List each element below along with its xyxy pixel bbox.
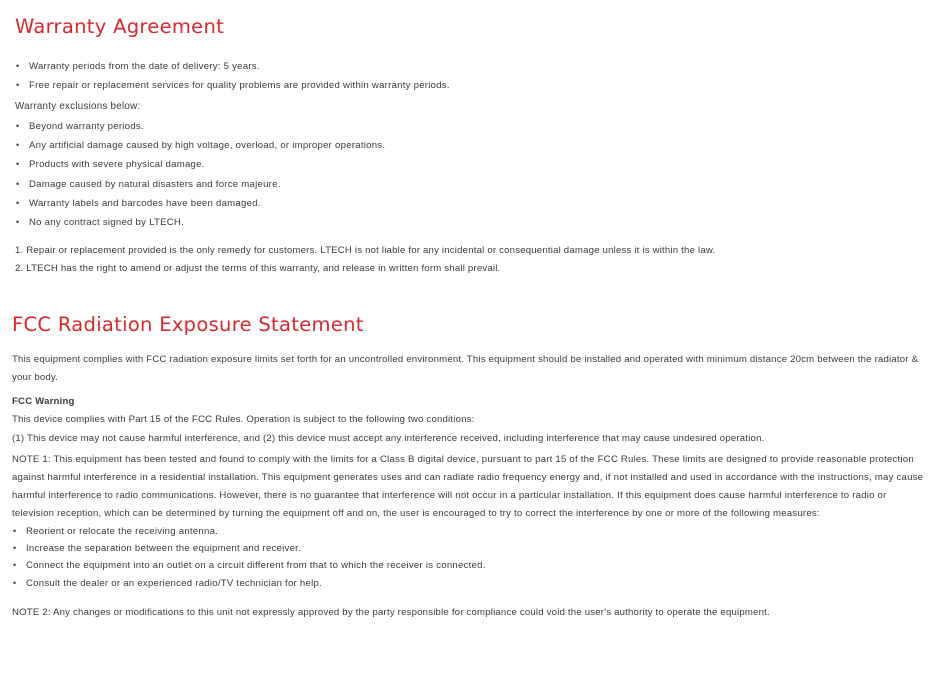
fcc-section [12,312,927,622]
bullet-icon: • [16,159,20,170]
bullet-icon: • [16,197,20,208]
bullet-icon: • [13,526,17,536]
bullet-icon: • [13,543,17,554]
fcc-warning-conditions: (1) This device may not cause harmful interference, and (2) this device must accept any interference received, including interference that may cause undesired operation. [12,433,765,444]
fcc-note2: NOTE 2: Any changes or modifications to this unit not expressly approved by the party responsible for compliance could void the user's authority to operate the equipment. [12,606,770,618]
warranty-terms-list [15,57,925,95]
list-item [15,117,925,136]
fcc-warning-heading: FCC Warning [12,396,75,407]
list-item-text: Products with severe physical damage. [29,159,205,171]
warranty-exclusions-list [15,117,925,232]
list-item-text: No any contract signed by LTECH. [29,216,184,228]
warranty-notes-list [15,242,925,278]
bullet-icon: • [13,577,17,588]
list-item-text: Free repair or replacement services for quality problems are provided within warranty periods. [29,80,450,91]
bullet-icon: • [13,560,17,571]
bullet-icon: • [16,61,20,71]
fcc-warning-line: This device complies with Part 15 of the FCC Rules. Operation is subject to the following two conditions: [12,414,475,425]
list-item [15,155,925,174]
exclusions-label: Warranty exclusions below: [15,101,141,112]
list-item-text: Consult the dealer or an experienced radio/TV technician for help. [26,577,322,589]
list-item [12,557,927,574]
list-item-text: Increase the separation between the equipment and receiver. [26,543,302,555]
bullet-icon: • [16,178,20,189]
warranty-title: Warranty Agreement [15,15,225,38]
list-item-text: Any artificial damage caused by high voltage, overload, or improper operations. [29,140,386,152]
warranty-section [15,14,925,278]
list-item [12,523,927,540]
list-item [15,76,925,95]
bullet-icon: • [16,80,20,90]
list-item-text: Connect the equipment into an outlet on a circuit different from that to which the receiver is connected. [26,560,486,572]
fcc-intro-paragraph: This equipment complies with FCC radiation exposure limits set forth for an uncontrolled environment. This equipment should be installed and operated with minimum distance 20cm between the radiator & your body. [12,354,919,383]
numbered-note: 1. Repair or replacement provided is the only remedy for customers. LTECH is not liable for any incidental or consequential damage unless it is within the law. [15,245,716,257]
list-item [15,175,925,194]
numbered-note: 2. LTECH has the right to amend or adjust the terms of this warranty, and release in written form shall prevail. [15,263,501,275]
list-item [15,194,925,213]
list-item-text: Damage caused by natural disasters and force majeure. [29,178,281,190]
list-item [12,540,927,557]
fcc-title: FCC Radiation Exposure Statement [12,313,364,336]
list-item-text: Beyond warranty periods. [29,121,144,132]
list-item-text: Warranty labels and barcodes have been damaged. [29,197,261,209]
list-item [15,213,925,232]
list-item-text: Reorient or relocate the receiving antenna. [26,526,219,537]
list-item [12,575,927,592]
bullet-icon: • [16,140,20,151]
bullet-icon: • [16,121,20,131]
list-item [15,57,925,76]
list-item-text: Warranty periods from the date of delivery: 5 years. [29,61,260,72]
fcc-note1-paragraph: NOTE 1: This equipment has been tested and found to comply with the limits for a Class B digital device, pursuant to part 15 of the FCC Rules. These limits are designed to provide reasonable protection against harmful interference in a residential installation. This equipment generates uses and can radiate radio frequency energy and, if not installed and used in accordance with the instructions, may cause harmful interference to radio communications. However, there is no guarantee that interference will not occur in a particular installation. If this equipment does cause harmful interference to radio or television reception, which can be determined by turning the equipment off and on, the user is encouraged to try to correct the interference by one or more of the following measures: [12,454,924,519]
bullet-icon: • [16,216,20,227]
fcc-measures-list [12,523,927,592]
list-item [15,136,925,155]
